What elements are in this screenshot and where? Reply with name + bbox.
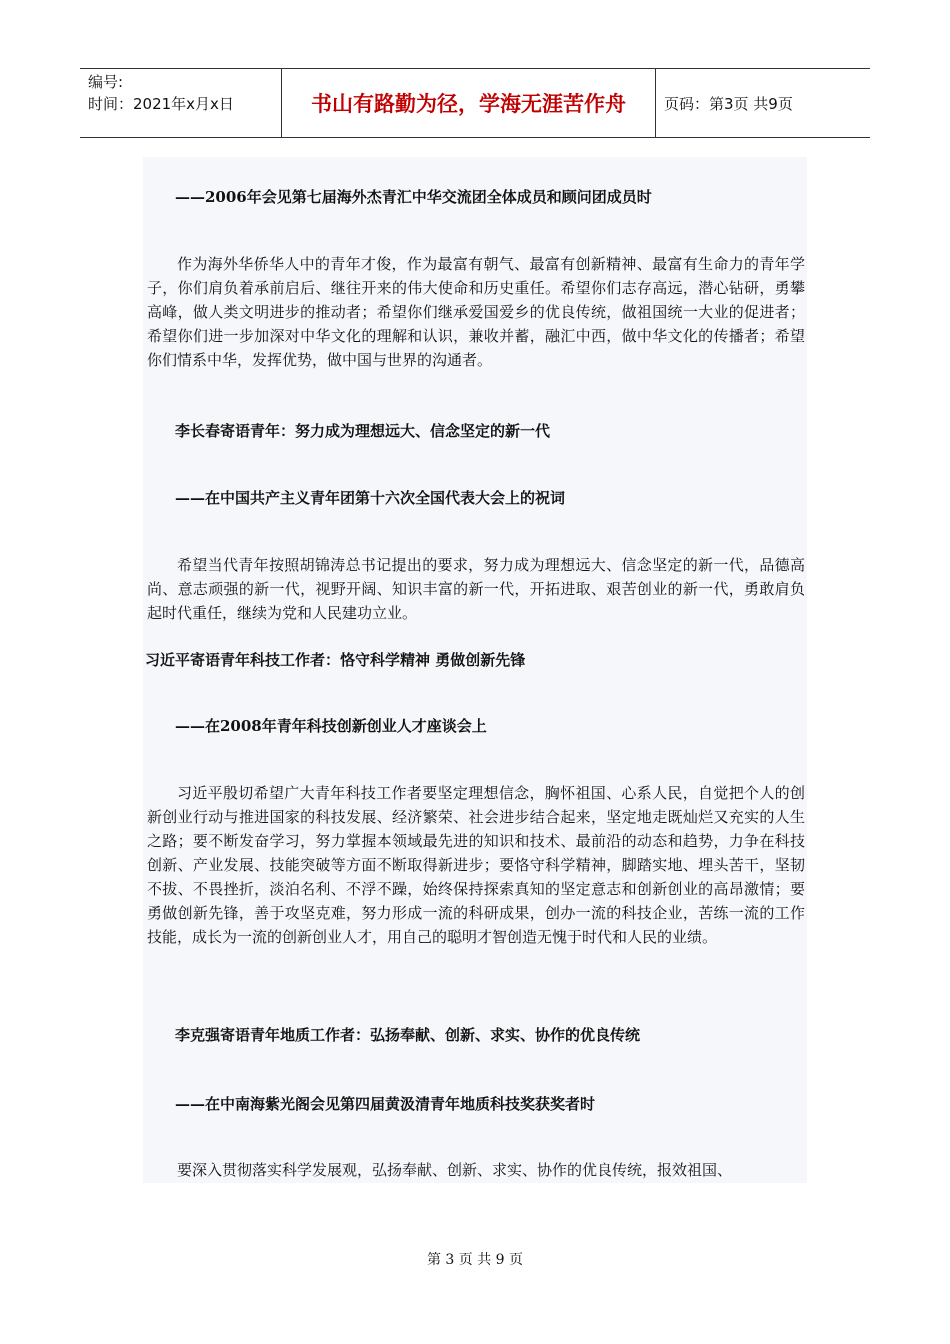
page-header bbox=[80, 68, 870, 138]
paragraph-4: 要深入贯彻落实科学发展观，弘扬奉献、创新、求实、协作的优良传统，报效祖国、 bbox=[177, 1161, 733, 1179]
source-line-3: ——在2008年青年科技创新创业人才座谈会上 bbox=[175, 717, 487, 735]
date-label: 时间：2021年x月x日 bbox=[88, 95, 234, 113]
source-line-2: ——在中国共产主义青年团第十六次全国代表大会上的祝词 bbox=[175, 489, 566, 507]
paragraph-2: 希望当代青年按照胡锦涛总书记提出的要求，努力成为理想远大、信念坚定的新一代，品德高尚、意志顽强的新一代，视野开阔、知识丰富的新一代，开拓进取、艰苦创业的新一代，勇敢肩负起时代重任，继续为党和人民建功立业。 bbox=[147, 556, 805, 622]
paragraph-3: 习近平殷切希望广大青年科技工作者要坚定理想信念，胸怀祖国、心系人民，自觉把个人的创新创业行动与推进国家的科技发展、经济繁荣、社会进步结合起来，坚定地走既灿烂又充实的人生之路；要不断发奋学习，努力掌握本领域最先进的知识和技术、最前沿的动态和趋势，力争在科技创新、产业发展、技能突破等方面不断取得新进步；要恪守科学精神，脚踏实地、埋头苦干，坚韧不拔、不畏挫折，淡泊名利、不浮不躁，始终保持探索真知的坚定意志和创新创业的高昂激情；要勇做创新先锋，善于攻坚克难，努力形成一流的科研成果，创办一流的科技企业，苦练一流的工作技能，成长为一流的创新创业人才，用自己的聪明才智创造无愧于时代和人民的业绩。 bbox=[147, 784, 805, 946]
header-meta bbox=[80, 69, 282, 137]
document-body bbox=[143, 157, 807, 1183]
heading-li-changchun: 李长春寄语青年：努力成为理想远大、信念坚定的新一代 bbox=[175, 422, 551, 440]
number-label: 编号: bbox=[88, 73, 124, 91]
source-line-1: ——2006年会见第七届海外杰青汇中华交流团全体成员和顾问团成员时 bbox=[175, 188, 652, 206]
paragraph-1: 作为海外华侨华人中的青年才俊，作为最富有朝气、最富有创新精神、最富有生命力的青年学子，你们肩负着承前启后、继往开来的伟大使命和历史重任。希望你们志存高远，潜心钻研，勇攀高峰，做人类文明进步的推动者；希望你们继承爱国爱乡的优良传统，做祖国统一大业的促进者；希望你们进一步加深对中华文化的理解和认识，兼收并蓄，融汇中西，做中华文化的传播者；希望你们情系中华，发挥优势，做中国与世界的沟通者。 bbox=[147, 255, 805, 369]
page-footer: 第 3 页 共 9 页 bbox=[426, 1252, 524, 1268]
source-line-4: ——在中南海紫光阁会见第四届黄汲清青年地质科技奖获奖者时 bbox=[175, 1095, 596, 1113]
header-motto: 书山有路勤为径，学海无涯苦作舟 bbox=[282, 69, 656, 137]
heading-li-keqiang: 李克强寄语青年地质工作者：弘扬奉献、创新、求实、协作的优良传统 bbox=[175, 1026, 641, 1044]
header-page-info: 页码：第3页 共9页 bbox=[664, 94, 793, 113]
heading-xi-jinping: 习近平寄语青年科技工作者：恪守科学精神 勇做创新先锋 bbox=[145, 651, 526, 669]
